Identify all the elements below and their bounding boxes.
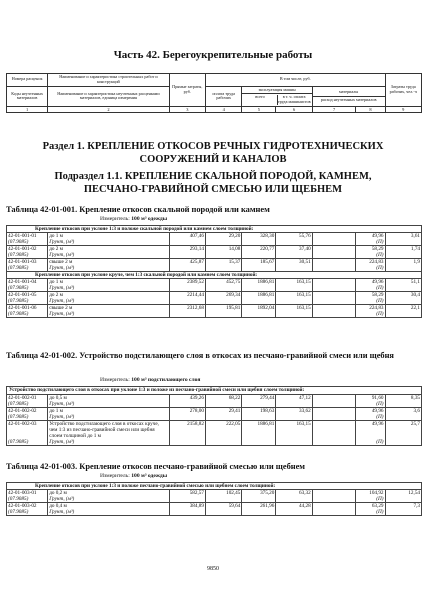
rate-code: 42-01-002-03: [7, 420, 48, 439]
table2-measure-value: 100 м³ подстилающего слоя: [131, 377, 201, 383]
work-name: до 1 м: [48, 407, 169, 414]
blank-cell: [385, 311, 422, 318]
table1-group2: Крепление откосов при уклоне круче, чем 1:3 скальной породой или камнем слоем толщиной:: [7, 272, 422, 279]
material-code: (07.9085): [7, 265, 48, 272]
direct-cost: 407,46: [169, 233, 205, 240]
work-name: Устройство подстилающего слоя в откосах круче, чем 1:3 из песчано-гравийной смеси или щебня слоем толщиной до 1 м: [48, 420, 169, 439]
material-unit-flag: (П): [356, 239, 385, 246]
material-name: Грунт, (м³): [48, 239, 169, 246]
labor-hours: 1,74: [385, 246, 422, 253]
part-title: Часть 42. Берегоукрепительные работы: [113, 49, 313, 61]
material-unit-flag: (П): [356, 298, 385, 305]
rate-code: 42-01-002-01: [7, 394, 48, 401]
material-name: Грунт, (м³): [48, 265, 169, 272]
blank-cell: [169, 311, 205, 318]
wages: 29,20: [205, 233, 241, 240]
material-unit-flag: (П): [356, 265, 385, 272]
blank-cell: [242, 311, 276, 318]
table1-title: Таблица 42-01-001. Крепление откосов скальной породой или камнем: [6, 205, 270, 214]
material-unit-flag: (П): [356, 509, 385, 516]
machines-operators: 47,12: [276, 394, 312, 401]
table3-measure: [100, 473, 167, 479]
material-unit-flag: (П): [356, 401, 385, 408]
machines-total: 185,67: [242, 259, 276, 266]
labor-hours: 8,35: [385, 394, 422, 401]
unaccounted-material: 58,29: [356, 292, 385, 299]
machines-operators: 37,40: [276, 246, 312, 253]
unaccounted-material: 224,83: [356, 305, 385, 312]
table2-title: Таблица 42-01-002. Устройство подстилающего слоя в откосах из песчано-гравийной смеси или щебня: [6, 351, 394, 360]
material-unit-flag: (П): [356, 252, 385, 259]
header-num-4: 4: [205, 107, 241, 113]
material-name: Грунт, (м³): [48, 509, 169, 516]
blank-cell: [276, 439, 312, 446]
rate-code: 42-01-001-04: [7, 279, 48, 286]
direct-cost: 2214,44: [169, 292, 205, 299]
table1: [6, 225, 422, 318]
wages: 14,08: [205, 246, 241, 253]
header-col-mat-name: Наименование и характеристика неучтенных расценками материалов, единица измерения: [48, 86, 169, 106]
labor-hours: 7,3: [385, 503, 422, 510]
unaccounted-material: 49,96: [356, 420, 385, 439]
wages: 15,37: [205, 259, 241, 266]
page-number: 9850: [207, 566, 219, 572]
material-code: (07.9085): [7, 401, 48, 408]
unaccounted-material: 91,60: [356, 394, 385, 401]
material-name: Грунт, (м³): [48, 401, 169, 408]
header-num-3: 3: [169, 107, 205, 113]
labor-hours: 22,1: [385, 305, 422, 312]
unaccounted-material: 49,96: [356, 407, 385, 414]
wages: 195,81: [205, 305, 241, 312]
table3: [6, 482, 422, 516]
blank-cell: [242, 509, 276, 516]
header-materials-unaccounted: расход неучтенных материалов: [320, 96, 377, 102]
blank-cell: [169, 509, 205, 516]
wages: 68,22: [205, 394, 241, 401]
header-num-2: 2: [48, 107, 169, 113]
machines-operators: 163,15: [276, 420, 312, 439]
wages: 59,64: [205, 503, 241, 510]
material-code: (07.9085): [7, 496, 48, 503]
material-name: Грунт, (м³): [48, 252, 169, 259]
material-code: (07.9085): [7, 252, 48, 259]
material-name: Грунт, (м³): [48, 298, 169, 305]
table1-row-material: [7, 311, 422, 318]
table3-title: Таблица 42-01-003. Крепление откосов песчано-гравийной смесью или щебнем: [6, 462, 306, 471]
machines-operators: 44,28: [276, 503, 312, 510]
machines-total: 1886,81: [242, 279, 276, 286]
header-machines-total: всего: [243, 95, 277, 105]
labor-hours: 3,61: [385, 233, 422, 240]
rate-code: 42-01-001-02: [7, 246, 48, 253]
header-col-name: Наименование и характеристика строительных работ и конструкций: [48, 74, 169, 87]
machines-operators: 163,15: [276, 279, 312, 286]
header-num-5: 5: [242, 107, 276, 113]
section-title: Раздел 1. КРЕПЛЕНИЕ ОТКОСОВ РЕЧНЫХ ГИДРОТЕХНИЧЕСКИХ СООРУЖЕНИЙ И КАНАЛОВ: [42, 141, 384, 165]
material-unit-flag: (П): [356, 496, 385, 503]
blank-cell: [312, 311, 356, 318]
direct-cost: 2312,68: [169, 305, 205, 312]
wages: 222,05: [205, 420, 241, 439]
machines-operators: 163,15: [276, 292, 312, 299]
table1-group1: Крепление откосов при уклоне 1:3 и положе скальной породой или камнем слоем толщиной:: [7, 226, 422, 233]
header-machines-operators: в т. ч. оплата труда машинистов: [277, 94, 311, 105]
table1-group2-row: [7, 272, 422, 279]
machines-total: 1886,81: [242, 292, 276, 299]
machines-operators: 63,32: [276, 490, 312, 497]
work-name: до 1 м: [48, 233, 169, 240]
table3-group1: Крепление откосов при уклоне 1:3 и положе песчано-гравийной смесью или щебнем слоем толщиной:: [7, 483, 422, 490]
blank-cell: [385, 439, 422, 446]
table1-measure: [100, 216, 167, 222]
direct-cost: 2158,82: [169, 420, 205, 439]
header-num-6: 6: [276, 107, 312, 113]
material-unit-flag: (П): [356, 285, 385, 292]
material-code: (07.9085): [7, 285, 48, 292]
materials-empty: [312, 420, 356, 439]
table2-measure-label: Измеритель:: [100, 377, 130, 383]
blank-cell: [276, 311, 312, 318]
header-col-machines: [242, 86, 312, 106]
machines-total: 375,20: [242, 490, 276, 497]
header-machines-label: эксплуатация машин: [242, 87, 311, 95]
table2-group1: Устройство подстилающего слоя в откосах при уклоне 1:3 и положе из песчано-гравийной смеси или щебня слоем толщиной:: [7, 387, 422, 395]
direct-cost: 582,57: [169, 490, 205, 497]
header-col-labor: Затраты труда рабочих, чел.-ч: [385, 74, 421, 107]
machines-total: 198,63: [242, 407, 276, 414]
work-name: свыше 2 м: [48, 305, 169, 312]
machines-operators: 163,15: [276, 305, 312, 312]
work-name: до 2 м: [48, 246, 169, 253]
work-name: до 0,4 м: [48, 503, 169, 510]
unaccounted-material: 63,29: [356, 503, 385, 510]
direct-cost: 384,89: [169, 503, 205, 510]
wages: 452,75: [205, 279, 241, 286]
table3-measure-label: Измеритель:: [100, 473, 130, 479]
header-col-materials: [312, 86, 385, 106]
material-code: (07.9085): [7, 439, 48, 446]
machines-total: 1892,04: [242, 305, 276, 312]
blank-cell: [312, 439, 356, 446]
material-unit-flag: (П): [356, 311, 385, 318]
blank-cell: [205, 311, 241, 318]
header-col-mat-codes: Коды неучтенных материалов: [7, 86, 48, 106]
direct-cost: 425,87: [169, 259, 205, 266]
machines-total: 1886,81: [242, 420, 276, 439]
table2-measure: [100, 377, 200, 383]
header-col-direct: Прямые затраты, руб.: [169, 74, 205, 107]
material-code: (07.9085): [7, 311, 48, 318]
direct-cost: 439,26: [169, 394, 205, 401]
material-name: Грунт, (м³): [48, 439, 169, 446]
table2: [6, 386, 422, 446]
machines-operators: 30,51: [276, 259, 312, 266]
labor-hours: 12,54: [385, 490, 422, 497]
unaccounted-material: 49,96: [356, 233, 385, 240]
work-name: до 1 м: [48, 279, 169, 286]
material-name: Грунт, (м³): [48, 285, 169, 292]
labor-hours: 1,9: [385, 259, 422, 266]
table2-row: [7, 420, 422, 439]
header-included: В том числе, руб.: [205, 74, 385, 87]
rate-code: 42-01-001-05: [7, 292, 48, 299]
rate-code: 42-01-001-06: [7, 305, 48, 312]
machines-operators: 55,76: [276, 233, 312, 240]
work-name: до 0,5 м: [48, 394, 169, 401]
blank-cell: [205, 509, 241, 516]
material-code: (07.9085): [7, 509, 48, 516]
direct-cost: 293,14: [169, 246, 205, 253]
material-unit-flag: (П): [356, 414, 385, 421]
material-name: Грунт, (м³): [48, 414, 169, 421]
material-code: (07.9085): [7, 298, 48, 305]
rate-code: 42-01-001-03: [7, 259, 48, 266]
table2-row-material: [7, 439, 422, 446]
blank-cell: [385, 509, 422, 516]
wages: 269,34: [205, 292, 241, 299]
header-num-7: 7: [312, 107, 356, 113]
labor-hours: 3,6: [385, 407, 422, 414]
table1-group1-row: [7, 226, 422, 233]
unaccounted-material: 104,92: [356, 490, 385, 497]
wages: 29,41: [205, 407, 241, 414]
wages: 102,45: [205, 490, 241, 497]
rate-code: 42-01-003-01: [7, 490, 48, 497]
table3-group1-row: [7, 483, 422, 490]
material-name: Грунт, (м³): [48, 311, 169, 318]
direct-cost: 278,00: [169, 407, 205, 414]
machines-operators: 33,62: [276, 407, 312, 414]
machines-total: 220,77: [242, 246, 276, 253]
rate-code: 42-01-001-01: [7, 233, 48, 240]
unaccounted-material: 224,83: [356, 259, 385, 266]
direct-cost: 2389,52: [169, 279, 205, 286]
unaccounted-material: 58,29: [356, 246, 385, 253]
labor-hours: 25,7: [385, 420, 422, 439]
work-name: свыше 2 м: [48, 259, 169, 266]
blank-cell: [312, 509, 356, 516]
table3-measure-value: 100 м³ одежды: [131, 473, 168, 479]
unaccounted-material: 49,96: [356, 279, 385, 286]
rate-code: 42-01-002-02: [7, 407, 48, 414]
blank-cell: [242, 439, 276, 446]
header-num-9: 9: [385, 107, 421, 113]
column-header-table: [6, 73, 422, 113]
machines-total: 279,44: [242, 394, 276, 401]
header-num-1: 1: [7, 107, 48, 113]
material-code: (07.9085): [7, 414, 48, 421]
header-materials-label: материалы: [313, 89, 385, 97]
table2-group1-row: [7, 387, 422, 395]
material-code: (07.9085): [7, 239, 48, 246]
work-name: до 0,2 м: [48, 490, 169, 497]
material-unit-flag: (П): [356, 439, 385, 446]
work-name: до 2 м: [48, 292, 169, 299]
material-name: Грунт, (м³): [48, 496, 169, 503]
labor-hours: 30,4: [385, 292, 422, 299]
table3-row-material: [7, 509, 422, 516]
rate-code: 42-01-003-02: [7, 503, 48, 510]
header-col-codes: Номера расценок: [7, 74, 48, 87]
blank-cell: [205, 439, 241, 446]
table1-measure-value: 100 м³ одежды: [131, 216, 168, 222]
table1-measure-label: Измеритель:: [100, 216, 130, 222]
header-num-8: 8: [356, 107, 385, 113]
header-col-wages: оплата труда рабочих: [205, 86, 241, 106]
blank-cell: [276, 509, 312, 516]
subsection-title: Подраздел 1.1. КРЕПЛЕНИЕ СКАЛЬНОЙ ПОРОДОЙ, КАМНЕМ, ПЕСЧАНО-ГРАВИЙНОЙ СМЕСЬЮ ИЛИ ЩЕБНЕМ: [54, 171, 372, 195]
machines-total: 328,30: [242, 233, 276, 240]
labor-hours: 51,1: [385, 279, 422, 286]
blank-cell: [169, 439, 205, 446]
machines-total: 261,96: [242, 503, 276, 510]
